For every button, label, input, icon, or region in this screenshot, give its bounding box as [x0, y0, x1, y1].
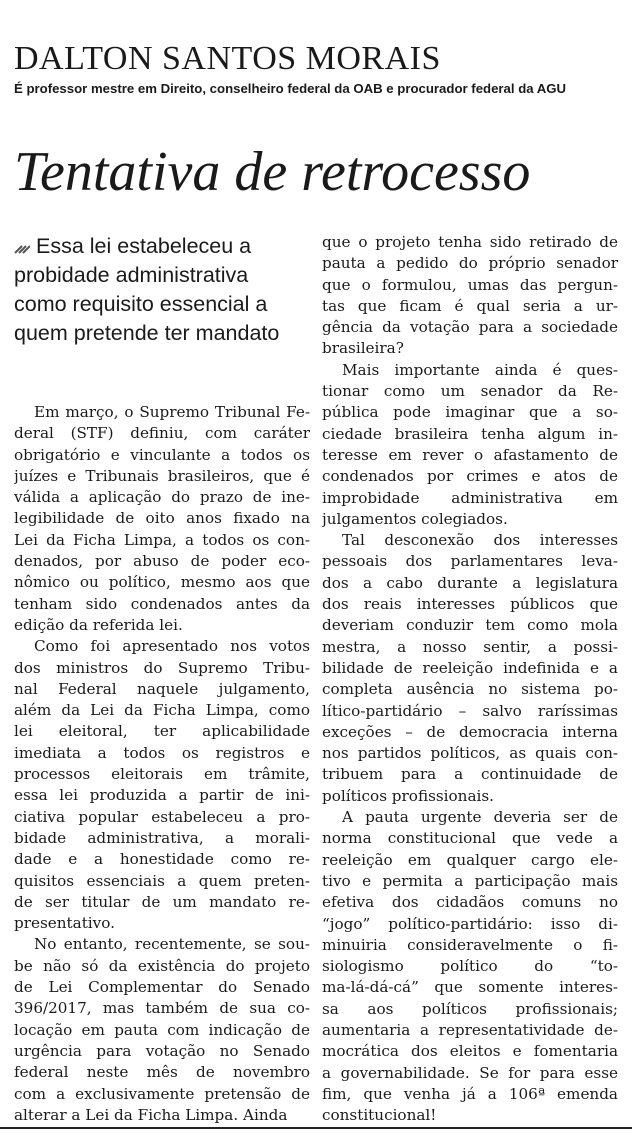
text-line: A pauta urgente deveria ser de — [342, 808, 618, 827]
text-line: nômico ou político, mesmo aos que — [14, 573, 310, 592]
text-line: juízes e Tribunais brasileiros, que é — [14, 466, 310, 485]
text-line: reeleição em qualquer cargo ele- — [322, 850, 618, 869]
text-line: minuiria consideravelmente o fi- — [322, 935, 618, 954]
text-line: Mais importante ainda é ques- — [342, 360, 618, 379]
text-line: dos ministros do Supremo Tribu- — [14, 658, 310, 677]
text-line: improbidade administrativa em — [322, 488, 618, 507]
text-line: ciedade brasileira tenha algum in- — [322, 424, 618, 443]
text-line: sa aos políticos profissionais; — [322, 999, 618, 1018]
pullquote-line — [14, 261, 310, 290]
text-line: condenados por crimes e atos de — [322, 467, 618, 486]
text-line: gência da votação para a sociedade — [322, 318, 618, 337]
text-line: lei eleitoral, ter aplicabilidade — [14, 722, 310, 741]
left-column-body — [14, 402, 310, 1126]
text-line: No entanto, recentemente, se sou- — [34, 935, 310, 954]
text-line: imediata a todos os registros e — [14, 743, 310, 762]
text-line: que o projeto tenha sido retirado de — [322, 233, 618, 251]
text-line: pessoais dos parlamentares leva- — [322, 552, 618, 571]
text-line: denados, por abuso de poder eco- — [14, 552, 310, 571]
text-line: locação em pauta com indicação de — [14, 1020, 310, 1039]
text-line: tenham sido condenados antes da — [14, 594, 310, 613]
text-line: completa ausência no sistema po- — [322, 680, 618, 699]
quote-mark-icon — [14, 238, 30, 254]
text-line: exceções – de democracia interna — [322, 722, 618, 741]
text-line: dos reais interesses públicos que — [322, 595, 618, 614]
pullquote-text: quem pretende ter mandato — [14, 321, 280, 345]
pullquote-line — [14, 232, 310, 261]
text-line: fim, que venha já a 106ª emenda — [322, 1084, 618, 1103]
text-line: que o formulou, umas das pergun- — [322, 275, 618, 294]
text-line: com a exclusivamente pretensão de — [14, 1084, 310, 1103]
text-line: deral (STF) definiu, com caráter — [14, 424, 310, 443]
text-line: tionar como um senador da Re- — [322, 382, 618, 401]
text-line: de ser titular de um mandato re- — [14, 892, 310, 911]
text-line: Como foi apresentado nos votos — [34, 637, 310, 656]
text-line: teresse em rever o afastamento de — [322, 445, 618, 464]
bottom-rule — [0, 1127, 632, 1129]
text-line: Lei da Ficha Limpa, a todos os con- — [14, 530, 310, 549]
text-line: federal neste mês de novembro — [14, 1063, 310, 1082]
text-line: tribuem para a continuidade de — [322, 765, 618, 784]
left-column — [14, 232, 310, 1126]
right-column-body — [322, 232, 618, 1126]
text-line: siologismo político do “to- — [322, 957, 618, 976]
article-title: Tentativa de retrocesso — [14, 141, 531, 203]
paragraph — [322, 360, 618, 530]
text-line: nos partidos políticos, as quais con- — [322, 744, 618, 763]
pullquote-text: probidade administrativa — [14, 263, 249, 287]
text-line: pauta a pedido do próprio senador — [322, 254, 618, 273]
text-line: válida a aplicação do prazo de ine- — [14, 488, 310, 507]
text-line: legibilidade de oito anos fixado na — [14, 509, 310, 528]
paragraph — [14, 934, 310, 1126]
text-line: efetiva dos cidadãos comuns no — [322, 893, 618, 912]
paragraph — [14, 402, 310, 636]
text-line: Tal desconexão dos interesses — [342, 531, 618, 550]
text-line: constitucional! — [322, 1106, 437, 1125]
author-bio: É professor mestre em Direito, conselheiro federal da OAB e procurador federal da AGU — [14, 81, 567, 96]
text-line: pública pode imaginar que a so- — [322, 403, 618, 422]
text-line: bilidade de reeleição indefinida e a — [322, 658, 618, 677]
pullquote-line — [14, 319, 310, 348]
paragraph — [322, 807, 618, 1126]
paragraph — [322, 232, 618, 360]
text-line: políticos profissionais. — [322, 786, 494, 805]
text-line: “jogo” político-partidário: isso di- — [322, 914, 618, 933]
text-line: ciativa popular estabeleceu a pro- — [14, 807, 310, 826]
text-line: norma constitucional que vede a — [322, 829, 618, 848]
pullquote — [14, 232, 310, 348]
text-line: dos a cabo durante a legislatura — [322, 573, 618, 592]
pullquote-text: Essa lei estabeleceu a — [36, 234, 252, 258]
paragraph — [322, 530, 618, 807]
text-line: Em março, o Supremo Tribunal Fe- — [34, 403, 310, 421]
text-line: aumentaria a representatividade de- — [322, 1020, 618, 1039]
paragraph — [14, 636, 310, 934]
text-line: brasileira? — [322, 339, 404, 358]
text-line: de Lei Complementar do Senado — [14, 978, 310, 997]
text-line: a governabilidade. Se for para esse — [322, 1063, 618, 1082]
text-line: ma-lá-dá-cá” que somente interes- — [322, 978, 618, 997]
text-line: edição da referida lei. — [14, 615, 183, 634]
pullquote-line — [14, 290, 310, 319]
text-line: nal Federal naquele julgamento, — [14, 679, 310, 698]
text-line: 396/2017, mas também de sua co- — [14, 999, 310, 1018]
pullquote-text: como requisito essencial a — [14, 292, 268, 316]
text-line: mocrática dos eleitos e fomentaria — [322, 1042, 618, 1061]
text-line: quisitos essenciais a quem preten- — [14, 871, 310, 890]
text-line: dade e a honestidade como re- — [14, 850, 310, 869]
author-name: DALTON SANTOS MORAIS — [14, 40, 441, 77]
text-line: be não só da existência do projeto — [14, 956, 310, 975]
right-column — [322, 232, 618, 1126]
text-line: julgamentos colegiados. — [322, 509, 508, 528]
text-line: lítico-partidário – salvo raríssimas — [322, 701, 618, 720]
text-line: bidade administrativa, a morali- — [14, 828, 310, 847]
text-line: obrigatório e vinculante a todos os — [14, 445, 310, 464]
text-line: mestra, a nosso sentir, a possi- — [322, 637, 618, 656]
text-line: deveriam conduzir tem como mola — [322, 616, 618, 635]
text-line: alterar a Lei da Ficha Limpa. Ainda — [14, 1105, 288, 1124]
text-line: essa lei produzida a partir de ini- — [14, 786, 310, 805]
text-line: tivo e permita a participação mais — [322, 871, 618, 890]
text-line: além da Lei da Ficha Limpa, como — [14, 701, 310, 720]
text-line: tas que ficam é qual seria a ur- — [322, 296, 618, 315]
text-line: presentativo. — [14, 914, 115, 933]
text-line: urgência para votação no Senado — [14, 1041, 310, 1060]
text-line: processos eleitorais em trâmite, — [14, 765, 310, 784]
